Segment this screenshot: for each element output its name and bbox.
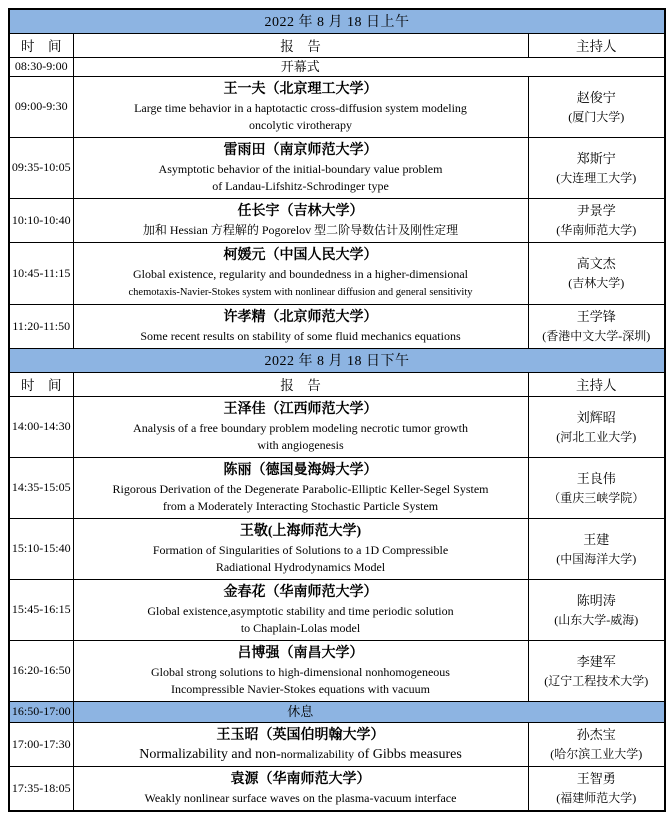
talk-title-line	[74, 603, 528, 620]
talk-title-segment: from a Moderately Interacting Stochastic Particle System	[162, 498, 439, 513]
talk-title-segment: Global existence,asymptotic stability and time periodic solution	[147, 603, 454, 618]
host-affiliation: (辽宁工程技术大学)	[544, 673, 649, 688]
session-header: 2022 年 8 月 18 日下午	[9, 348, 665, 372]
talk-title-segment: Analysis of a free boundary problem modeling necrotic tumor growth	[133, 420, 468, 435]
talk-title-line	[74, 559, 528, 576]
talk-title-segment: of Landau-Lifshitz-Schrodinger type	[212, 178, 389, 193]
host-cell	[528, 396, 665, 457]
talk-title-line	[74, 542, 528, 559]
host-name: 郑斯宁	[576, 150, 616, 166]
talk-title-segment: Formation of Singularities of Solutions to a 1D Compressible	[152, 542, 449, 557]
event-label: 休息	[73, 701, 665, 722]
host-name: 李建军	[576, 653, 616, 669]
talk-title-segment: Global existence, regularity and boundedness in a higher-dimensional	[133, 266, 468, 281]
host-name: 刘辉昭	[576, 409, 616, 425]
talk-title-line	[74, 222, 528, 239]
talk-title-segment: Rigorous Derivation of the Degenerate Parabolic-Elliptic Keller-Segel System	[112, 481, 489, 496]
speaker-name: 金春花（华南师范大学）	[223, 584, 378, 600]
host-affiliation: (福建师范大学)	[556, 791, 637, 805]
speaker-name: 王泽佳（江西师范大学）	[223, 401, 378, 417]
host-affiliation: (吉林大学)	[568, 276, 625, 290]
host-cell	[528, 766, 665, 811]
talk-title-segment: oncolytic virotherapy	[249, 117, 352, 132]
talk-title-line	[74, 664, 528, 681]
talk-title-segment: to Chaplain-Lolas model	[240, 620, 361, 635]
talk-cell	[73, 457, 528, 518]
talk-title-line	[74, 328, 528, 345]
talk-title-segment: 加和 Hessian 方程解的 Pogorelov 型二阶导数估计及刚性定理	[142, 222, 459, 237]
host-name: 王良伟	[576, 470, 616, 486]
talk-title-segment: normalizability	[280, 746, 355, 761]
host-cell	[528, 722, 665, 766]
talk-title-segment: Weakly nonlinear surface waves on the plasma-vacuum interface	[144, 790, 457, 805]
talk-title-segment: Global strong solutions to high-dimensional nonhomogeneous	[151, 664, 450, 679]
talk-title-line	[74, 266, 528, 283]
time-cell: 10:10-10:40	[9, 198, 73, 242]
time-cell: 16:50-17:00	[9, 701, 73, 722]
talk-cell	[73, 396, 528, 457]
talk-title-line	[74, 620, 528, 637]
host-cell	[528, 304, 665, 348]
host-name: 尹景学	[576, 203, 616, 218]
talk-title-line	[74, 790, 528, 807]
host-name: 王建	[583, 531, 610, 547]
time-cell: 14:35-15:05	[9, 457, 73, 518]
host-affiliation: (华南师范大学)	[556, 223, 637, 237]
speaker-name: 许孝精（北京师范大学）	[223, 309, 378, 325]
time-cell: 15:10-15:40	[9, 518, 73, 579]
talk-title-line	[74, 161, 528, 178]
talk-cell	[73, 304, 528, 348]
time-cell: 16:20-16:50	[9, 640, 73, 701]
host-name: 王学锋	[576, 309, 616, 324]
talk-title-segment: of Gibbs measures	[354, 746, 462, 762]
talk-title-line	[74, 283, 528, 301]
talk-cell	[73, 766, 528, 811]
host-name: 高文杰	[576, 256, 616, 271]
talk-title-line	[74, 481, 528, 498]
schedule-body	[9, 9, 665, 811]
talk-cell	[73, 640, 528, 701]
host-cell	[528, 137, 665, 198]
talk-title-line	[74, 437, 528, 454]
host-cell	[528, 242, 665, 304]
talk-cell	[73, 198, 528, 242]
host-affiliation: (香港中文大学-深圳)	[542, 329, 651, 343]
host-name: 赵俊宁	[576, 89, 616, 105]
host-cell	[528, 579, 665, 640]
host-cell	[528, 457, 665, 518]
host-name: 陈明涛	[576, 592, 616, 608]
talk-cell	[73, 722, 528, 766]
talk-title-segment: chemotaxis-Navier-Stokes system with nonlinear diffusion and general sensitivity	[128, 286, 473, 298]
col-header-time: 时 间	[9, 33, 73, 57]
talk-title-segment: Asymptotic behavior of the initial-boundary value problem	[158, 161, 443, 176]
talk-title-segment: Large time behavior in a haptotactic cross-diffusion system modeling	[134, 100, 467, 115]
conference-schedule-table	[8, 8, 666, 812]
time-cell: 14:00-14:30	[9, 396, 73, 457]
talk-title-line	[74, 420, 528, 437]
talk-cell	[73, 137, 528, 198]
time-cell: 10:45-11:15	[9, 242, 73, 304]
talk-title-line	[74, 746, 528, 763]
speaker-name: 王玉昭（英国伯明翰大学）	[216, 727, 385, 743]
talk-title-line	[74, 117, 528, 134]
session-header: 2022 年 8 月 18 日上午	[9, 9, 665, 33]
host-affiliation: (厦门大学)	[568, 109, 625, 124]
time-cell: 09:35-10:05	[9, 137, 73, 198]
time-cell: 08:30-9:00	[9, 57, 73, 76]
talk-title-line	[74, 498, 528, 515]
talk-title-segment: Incompressible Navier-Stokes equations with vacuum	[170, 681, 431, 696]
col-header-talk: 报 告	[73, 33, 528, 57]
talk-title-line	[74, 178, 528, 195]
talk-title-line	[74, 100, 528, 117]
time-cell: 15:45-16:15	[9, 579, 73, 640]
talk-title-segment: Some recent results on stability of some fluid mechanics equations	[140, 328, 461, 343]
talk-title-segment: Normalizability and non-	[139, 746, 281, 762]
talk-cell	[73, 579, 528, 640]
event-label: 开幕式	[73, 57, 665, 76]
speaker-name: 雷雨田（南京师范大学）	[223, 142, 378, 158]
col-header-host: 主持人	[528, 33, 665, 57]
col-header-talk: 报 告	[73, 372, 528, 396]
talk-cell	[73, 518, 528, 579]
host-cell	[528, 76, 665, 137]
host-affiliation: （重庆三峡学院）	[548, 490, 645, 505]
speaker-name: 王敬(上海师范大学)	[239, 523, 362, 539]
host-name: 孙杰宝	[576, 727, 616, 742]
talk-title-segment: with angiogenesis	[257, 437, 344, 452]
host-affiliation: (哈尔滨工业大学)	[550, 747, 643, 761]
host-cell	[528, 640, 665, 701]
speaker-name: 柯媛元（中国人民大学）	[223, 247, 378, 263]
talk-title-line	[74, 681, 528, 698]
speaker-name: 陈丽（德国曼海姆大学）	[223, 462, 378, 478]
host-affiliation: (河北工业大学)	[556, 429, 637, 444]
col-header-host: 主持人	[528, 372, 665, 396]
host-name: 王智勇	[576, 771, 616, 786]
host-affiliation: (山东大学-威海)	[554, 612, 639, 627]
host-cell	[528, 518, 665, 579]
talk-cell	[73, 242, 528, 304]
speaker-name: 吕博强（南昌大学）	[237, 645, 364, 661]
time-cell: 09:00-9:30	[9, 76, 73, 137]
talk-cell	[73, 76, 528, 137]
time-cell: 11:20-11:50	[9, 304, 73, 348]
speaker-name: 王一夫（北京理工大学）	[223, 81, 378, 97]
time-cell: 17:35-18:05	[9, 766, 73, 811]
host-cell	[528, 198, 665, 242]
col-header-time: 时 间	[9, 372, 73, 396]
talk-title-segment: Radiational Hydrodynamics Model	[215, 559, 386, 574]
host-affiliation: (中国海洋大学)	[556, 551, 637, 566]
speaker-name: 袁源（华南师范大学）	[230, 771, 371, 787]
host-affiliation: (大连理工大学)	[556, 170, 637, 185]
time-cell: 17:00-17:30	[9, 722, 73, 766]
speaker-name: 任长宇（吉林大学）	[237, 203, 364, 219]
